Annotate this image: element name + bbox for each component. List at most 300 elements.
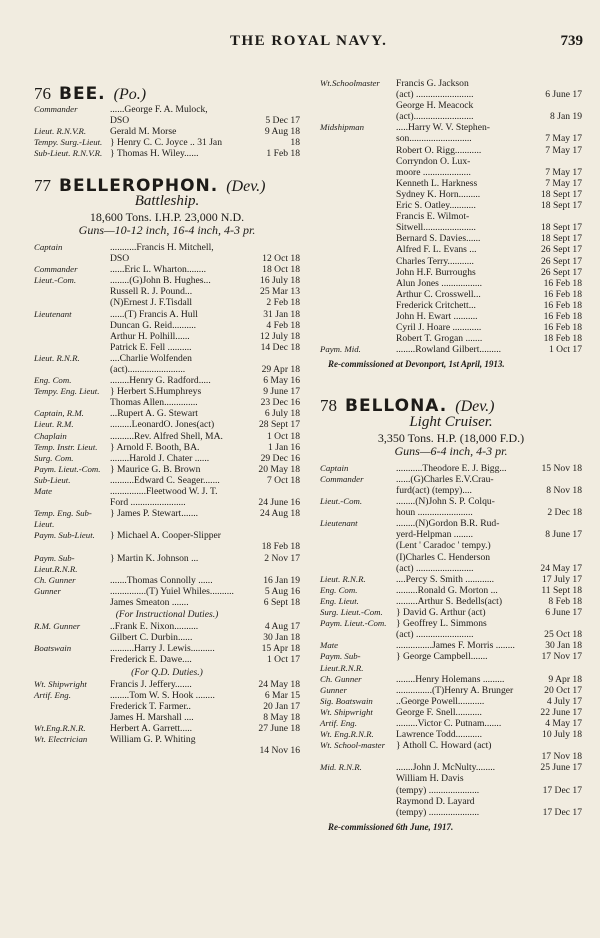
- officer-name: Gerald M. Morse: [110, 126, 177, 138]
- officer-name: Robert O. Rigg...........: [396, 144, 482, 156]
- officer-entry: [320, 133, 582, 144]
- officer-entry: [34, 701, 300, 712]
- officer-rank: Wt. School-master: [320, 740, 385, 751]
- officer-rank: Wt.Eng.R.N.R.: [34, 722, 86, 733]
- ship-number: 77: [34, 175, 51, 195]
- officer-list-bellerophon: [34, 242, 300, 608]
- officer-entry: [320, 256, 582, 267]
- seniority-date: 30 Jan 18: [545, 640, 582, 652]
- officer-entry: [34, 419, 300, 430]
- officer-name: Frederick E. Dawe....: [110, 654, 192, 666]
- officer-entry: [320, 685, 582, 696]
- officer-entry: [320, 729, 582, 740]
- ship-stats: 18,600 Tons. I.H.P. 23,000 N.D.: [89, 209, 245, 224]
- seniority-date: 16 Feb 18: [543, 299, 582, 311]
- seniority-date: 15 Apr 18: [261, 643, 300, 655]
- officer-name: .....Harry W. V. Stephen-: [396, 122, 490, 134]
- ship-stats: 3,350 Tons. H.P. (18,000 F.D.): [377, 430, 525, 445]
- seniority-date: 7 May 17: [545, 177, 582, 189]
- officer-name: Lawrence Todd...........: [396, 729, 483, 741]
- officer-entry: [34, 575, 300, 586]
- officer-entry: [320, 552, 582, 563]
- officer-entry: [320, 300, 582, 311]
- officer-name: Francis G. Jackson: [396, 78, 469, 89]
- officer-entry: [34, 297, 300, 308]
- officer-entry: [320, 311, 582, 322]
- officer-entry: [320, 100, 582, 111]
- officer-rank: Wt. Shipwright: [34, 678, 87, 689]
- seniority-date: 17 Nov 18: [541, 751, 582, 763]
- seniority-date: 18 Sept 17: [540, 200, 582, 212]
- officer-rank: Gunner: [320, 684, 347, 695]
- officer-entry: [34, 453, 300, 464]
- officer-name: ...Rupert A. G. Stewart: [110, 408, 198, 420]
- officer-entry: [34, 723, 300, 734]
- officer-name: ........Tom W. S. Hook ........: [110, 689, 215, 701]
- officer-entry: [34, 690, 300, 701]
- seniority-date: 18 Feb 18: [261, 541, 300, 553]
- seniority-date: 22 June 17: [540, 706, 582, 718]
- officer-entry: [34, 475, 300, 486]
- seniority-date: 2 Feb 18: [266, 297, 300, 309]
- officer-entry: [34, 286, 300, 297]
- officer-entry: [34, 679, 300, 690]
- officer-name: Bernard S. Davies......: [396, 233, 481, 245]
- seniority-date: 9 June 17: [263, 386, 300, 398]
- seniority-date: 6 June 17: [545, 607, 582, 619]
- officer-entry: [320, 640, 582, 651]
- right-column: [320, 78, 582, 833]
- officer-name: Arthur C. Crosswell...: [396, 288, 481, 300]
- officer-entry: [34, 331, 300, 342]
- officer-entry: [34, 242, 300, 253]
- officer-entry: [320, 696, 582, 707]
- officer-name: DSO: [110, 253, 130, 265]
- officer-rank: Lieut. R.N.R.: [320, 573, 366, 584]
- officer-entry: [320, 507, 582, 518]
- officer-entry: [34, 253, 300, 264]
- officer-entry: [34, 148, 300, 159]
- officer-name: (act) ........................: [396, 562, 474, 574]
- section-note: (For Q.D. Duties.): [131, 666, 203, 678]
- officer-entry: [320, 344, 582, 355]
- officer-rank: Captain, R.M.: [34, 408, 84, 419]
- officer-name: } Thomas H. Wiley......: [110, 148, 199, 160]
- ship-guns: Guns—6-4 inch, 4-3 pr.: [394, 443, 508, 458]
- seniority-date: 6 July 18: [264, 408, 300, 420]
- seniority-date: 1 Jan 16: [268, 441, 300, 453]
- seniority-date: 2 Dec 18: [547, 507, 582, 519]
- officer-name: ..........Rev. Alfred Shell, MA.: [110, 430, 223, 442]
- seniority-date: 25 Oct 18: [544, 629, 582, 641]
- officer-name: William H. Davis: [396, 773, 464, 785]
- officer-entry: [320, 167, 582, 178]
- seniority-date: 6 May 16: [263, 375, 300, 387]
- officer-list-bellerophon-2: [34, 621, 300, 665]
- officer-entry: [34, 632, 300, 643]
- officer-name: (N)Ernest J. F.Tisdall: [110, 297, 193, 309]
- officer-rank: Artif. Eng.: [320, 717, 357, 728]
- officer-name: } James P. Stewart.......: [110, 508, 199, 520]
- officer-entry: [320, 463, 582, 474]
- officer-entry: [320, 618, 582, 629]
- officer-entry: [320, 563, 582, 574]
- officer-rank: Wt. Electrician: [34, 734, 88, 745]
- officer-name: James H. Marshall ....: [110, 711, 194, 723]
- officer-name: ..Frank E. Nixon..........: [110, 621, 199, 633]
- officer-entry: [34, 126, 300, 137]
- seniority-date: 27 June 18: [258, 722, 300, 734]
- officer-name: Charles Terry...........: [396, 255, 474, 267]
- officer-name: Frederick Critchett...: [396, 299, 476, 311]
- seniority-date: 24 Aug 18: [260, 508, 300, 520]
- officer-entry: [320, 200, 582, 211]
- officer-list-bellerophon-3: [34, 679, 300, 757]
- seniority-date: 5 Dec 17: [265, 115, 300, 127]
- officer-name: George F. Snell...........: [396, 706, 482, 718]
- officer-name: Corryndon O. Lux-: [396, 155, 471, 167]
- officer-rank: Boatswain: [34, 643, 72, 654]
- officer-name: } Geoffrey L. Simmons: [396, 618, 487, 630]
- seniority-date: 17 Dec 17: [542, 806, 582, 818]
- officer-rank: Commander: [320, 473, 364, 484]
- officer-entry: [34, 442, 300, 453]
- officer-entry: [320, 762, 582, 773]
- officer-name: Arthur H. Polhill......: [110, 330, 190, 342]
- officer-entry: [320, 485, 582, 496]
- seniority-date: 10 July 18: [542, 729, 582, 741]
- officer-rank: Wt. Eng.R.N.R.: [320, 729, 374, 740]
- seniority-date: 23 Dec 16: [260, 397, 300, 409]
- officer-name: (I)Charles C. Henderson: [396, 551, 491, 563]
- officer-name: William G. P. Whiting: [110, 734, 196, 746]
- officer-entry: [34, 497, 300, 508]
- officer-rank: Lieutenant: [320, 518, 358, 529]
- seniority-date: 24 May 18: [258, 678, 300, 690]
- seniority-date: 8 Jan 19: [550, 111, 582, 123]
- officer-entry: [320, 796, 582, 807]
- section-note: (For Instructional Duties.): [115, 609, 219, 621]
- officer-rank: Commander: [34, 104, 78, 115]
- officer-entry: [320, 773, 582, 784]
- seniority-date: 8 May 18: [263, 711, 300, 723]
- seniority-date: 4 May 17: [545, 717, 582, 729]
- officer-name: (act).........................: [396, 111, 474, 123]
- officer-entry: [34, 353, 300, 364]
- officer-entry: [34, 486, 300, 497]
- officer-entry: [34, 431, 300, 442]
- officer-rank: Lieut. R.N.R.: [34, 352, 80, 363]
- ship-name: BELLONA.: [345, 396, 448, 417]
- officer-rank: Ch. Gunner: [320, 673, 362, 684]
- officer-rank: Eng. Lieut.: [320, 595, 359, 606]
- officer-name: Gilbert C. Durbin......: [110, 632, 193, 644]
- officer-entry: [34, 643, 300, 654]
- officer-entry: [320, 574, 582, 585]
- officer-name: ..........Edward C. Seager.......: [110, 474, 220, 486]
- officer-rank: Sub-Lieut.: [34, 474, 71, 485]
- seniority-date: 17 Nov 17: [541, 651, 582, 663]
- page-header: [0, 34, 600, 58]
- seniority-date: 8 Feb 18: [548, 595, 582, 607]
- officer-name: .........Arthur S. Bedells(act): [396, 595, 503, 607]
- seniority-date: 29 Dec 16: [260, 452, 300, 464]
- officer-entry: [320, 651, 582, 673]
- officer-entry: [320, 211, 582, 222]
- officer-entry: [34, 397, 300, 408]
- officer-entry: [34, 464, 300, 475]
- officer-rank: Eng. Com.: [34, 375, 72, 386]
- seniority-date: 7 May 17: [545, 166, 582, 178]
- officer-name: Sydney K. Horn.........: [396, 188, 481, 200]
- officer-name: ...........Francis H. Mitchell,: [110, 241, 214, 253]
- officer-rank: Paym. Lieut.-Com.: [320, 618, 387, 629]
- officer-rank: Captain: [320, 462, 349, 473]
- officer-rank: Lieut.-Com.: [320, 496, 363, 507]
- officer-name: } Arnold F. Booth, BA.: [110, 441, 200, 453]
- officer-rank: Commander: [34, 264, 78, 275]
- officer-entry: [34, 530, 300, 541]
- officer-name: ......Eric L. Wharton........: [110, 264, 207, 276]
- officer-name: } Herbert S.Humphreys: [110, 386, 202, 398]
- officer-entry: [320, 89, 582, 100]
- ship-heading-bellona: [320, 396, 582, 417]
- officer-name: Eric S. Oatley...........: [396, 200, 476, 212]
- officer-name: .......John J. McNulty........: [396, 762, 496, 774]
- officer-entry: [34, 115, 300, 126]
- officer-name: ...........Theodore E. J. Bigg...: [396, 462, 507, 474]
- seniority-date: 26 Sept 17: [540, 266, 582, 278]
- officer-entry: [320, 278, 582, 289]
- officer-name: moore ....................: [396, 166, 471, 178]
- seniority-date: 12 July 18: [260, 330, 300, 342]
- ship-port: (Po.): [113, 86, 147, 103]
- seniority-date: 26 Sept 17: [540, 255, 582, 267]
- seniority-date: 5 Aug 16: [264, 585, 300, 597]
- seniority-date: 28 Sept 17: [258, 419, 300, 431]
- officer-entry: [34, 375, 300, 386]
- officer-entry: [320, 596, 582, 607]
- officer-rank: Ch. Gunner: [34, 574, 76, 585]
- officer-name: (tempy) .....................: [396, 806, 480, 818]
- officer-rank: Tempy. Eng. Lieut.: [34, 386, 100, 397]
- ship-number: 76: [34, 84, 51, 103]
- officer-rank: Surg. Lieut.-Com.: [320, 607, 383, 618]
- officer-name: } Martin K. Johnson ...: [110, 552, 199, 564]
- seniority-date: 12 Oct 18: [262, 253, 300, 265]
- officer-name: ....Charlie Wolfenden: [110, 352, 192, 364]
- officer-list-bellona: [320, 463, 582, 818]
- seniority-date: 7 Oct 18: [266, 474, 300, 486]
- seniority-date: 20 Jan 17: [263, 700, 300, 712]
- officer-entry: [320, 233, 582, 244]
- seniority-date: 17 Dec 17: [542, 784, 582, 796]
- seniority-date: 9 Aug 18: [264, 126, 300, 138]
- recommission-note: Re-commissioned at Devonport, 1st April, 1913.: [328, 359, 505, 370]
- officer-name: DSO: [110, 115, 130, 127]
- officer-rank: Gunner: [34, 585, 61, 596]
- officer-name: .........Victor C. Putnam.......: [396, 717, 502, 729]
- officer-entry: [320, 244, 582, 255]
- officer-list-continued: [320, 78, 582, 355]
- officer-entry: [320, 267, 582, 278]
- officer-entry: [320, 156, 582, 167]
- officer-name: Thomas Allen..............: [110, 397, 198, 409]
- seniority-date: 14 Nov 16: [259, 745, 300, 757]
- seniority-date: 20 Oct 17: [544, 684, 582, 696]
- officer-name: Frederick T. Farmer..: [110, 700, 191, 712]
- officer-rank: Captain: [34, 241, 63, 252]
- officer-name: George H. Meacock: [396, 100, 474, 112]
- officer-entry: [320, 189, 582, 200]
- officer-rank: Artif. Eng.: [34, 689, 71, 700]
- ship-guns: Guns—10-12 inch, 16-4 inch, 4-3 pr.: [78, 222, 256, 237]
- officer-name: } Atholl C. Howard (act): [396, 740, 492, 752]
- officer-rank: Temp. Instr. Lieut.: [34, 441, 98, 452]
- officer-entry: [320, 607, 582, 618]
- officer-entry: [34, 264, 300, 275]
- seniority-date: 1 Oct 18: [266, 430, 300, 442]
- officer-name: Kenneth L. Harkness: [396, 177, 478, 189]
- officer-name: ........Harold J. Chater ......: [110, 452, 210, 464]
- ship-type: Battleship.: [134, 192, 200, 209]
- seniority-date: 1 Feb 18: [266, 148, 300, 160]
- officer-name: Francis E. Wilmot-: [396, 211, 470, 223]
- ship-name: BEE.: [59, 84, 106, 104]
- officer-name: ......(T) Francis A. Hull: [110, 308, 198, 320]
- officer-rank: Paym. Sub-Lieut.: [34, 530, 95, 541]
- officer-name: furd(act) (tempy)....: [396, 485, 472, 496]
- seniority-date: 7 May 17: [545, 144, 582, 156]
- seniority-date: 18 Oct 18: [262, 264, 300, 276]
- seniority-date: 4 Feb 18: [266, 319, 300, 331]
- officer-entry: [34, 386, 300, 397]
- officer-rank: Paym. Mid.: [320, 344, 361, 355]
- seniority-date: 11 Sept 18: [541, 584, 582, 596]
- left-column: [34, 78, 300, 756]
- officer-name: Robert T. Grogan .......: [396, 333, 483, 345]
- officer-entry: [320, 718, 582, 729]
- ship-number: 78: [320, 396, 337, 416]
- ship-port: (Dev.): [226, 177, 266, 195]
- officer-rank: Lieut. R.N.V.R.: [34, 126, 87, 137]
- officer-entry: [320, 707, 582, 718]
- seniority-date: 16 July 18: [260, 275, 300, 287]
- officer-name: son..........................: [396, 133, 472, 145]
- officer-name: Patrick E. Fell ..........: [110, 341, 192, 353]
- officer-name: } Michael A. Cooper-Slipper: [110, 530, 221, 542]
- officer-entry: [34, 320, 300, 331]
- officer-name: James Smeaton .......: [110, 596, 189, 608]
- officer-name: ....Percy S. Smith ............: [396, 573, 495, 585]
- officer-entry: [320, 474, 582, 485]
- officer-name: (Lent ' Caradoc ' tempy.): [396, 540, 491, 552]
- officer-entry: [320, 289, 582, 300]
- officer-entry: [320, 529, 582, 540]
- officer-name: ........Rowland Gilbert.........: [396, 344, 501, 356]
- officer-name: Russell R. J. Pound...: [110, 286, 193, 298]
- officer-name: Ford .......................: [110, 497, 186, 509]
- officer-name: ...............James F. Morris ........: [396, 640, 515, 652]
- officer-entry: [34, 137, 300, 148]
- seniority-date: 18 Feb 18: [543, 333, 582, 345]
- seniority-date: 16 Feb 18: [543, 322, 582, 334]
- seniority-date: 16 Feb 18: [543, 310, 582, 322]
- officer-entry: [34, 309, 300, 320]
- officer-rank: Surg. Com.: [34, 452, 74, 463]
- officer-rank: Paym. Sub-Lieut.R.N.R.: [320, 651, 364, 673]
- ship-heading-bellerophon: [34, 175, 300, 196]
- seniority-date: 4 July 17: [546, 695, 582, 707]
- officer-name: Francis J. Jeffery.......: [110, 678, 192, 690]
- seniority-date: 15 Nov 18: [541, 462, 582, 474]
- seniority-date: 6 June 17: [545, 89, 582, 101]
- officer-name: (act) ........................: [396, 89, 474, 101]
- officer-entry: [320, 674, 582, 685]
- seniority-date: 25 Mar 13: [260, 286, 300, 298]
- officer-entry: [320, 751, 582, 762]
- officer-name: Herbert A. Garrett.....: [110, 722, 193, 734]
- officer-name: ........Henry Holemans .........: [396, 673, 505, 685]
- officer-name: Sitwell......................: [396, 222, 476, 234]
- officer-name: ..........Harry J. Lewis..........: [110, 643, 215, 655]
- officer-name: ......George F. A. Mulock,: [110, 104, 208, 116]
- officer-entry: [320, 322, 582, 333]
- seniority-date: 16 Jan 19: [263, 574, 300, 586]
- officer-name: ...............(T)Henry A. Brunger: [396, 684, 514, 696]
- officer-rank: Wt. Shipwright: [320, 706, 373, 717]
- officer-entry: [320, 145, 582, 156]
- officer-name: Alun Jones .................: [396, 277, 483, 289]
- officer-entry: [320, 333, 582, 344]
- officer-name: (act)........................: [110, 363, 186, 375]
- officer-name: ...............(T) Yuiel Whiles..........: [110, 585, 234, 597]
- officer-name: .........LeonardO. Jones(act): [110, 419, 215, 431]
- officer-name: ........(N)John S. P. Colqu-: [396, 496, 495, 508]
- officer-name: } Henry C. C. Joyce .. 31 Jan: [110, 137, 222, 149]
- officer-entry: [34, 621, 300, 632]
- officer-name: (act) ........................: [396, 629, 474, 641]
- officer-name: .......Thomas Connolly ......: [110, 574, 213, 586]
- officer-entry: [34, 541, 300, 552]
- officer-name: ...............Fleetwood W. J. T.: [110, 486, 218, 497]
- officer-name: .........Ronald G. Morton ...: [396, 584, 498, 596]
- officer-name: ......(G)Charles E.V.Crau-: [396, 473, 494, 485]
- officer-rank: Mate: [320, 640, 339, 651]
- officer-rank: Eng. Com.: [320, 584, 358, 595]
- officer-entry: [34, 275, 300, 286]
- officer-entry: [320, 518, 582, 529]
- officer-entry: [320, 740, 582, 751]
- seniority-date: 6 Mar 15: [264, 689, 300, 701]
- officer-name: Duncan G. Reid..........: [110, 319, 197, 331]
- officer-rank: Temp. Eng. Sub-Lieut.: [34, 508, 92, 530]
- officer-name: John H. Ewart ..........: [396, 310, 478, 322]
- officer-name: } George Campbell.......: [396, 651, 488, 663]
- officer-name: houn .......................: [396, 507, 473, 519]
- seniority-date: 18 Sept 17: [540, 233, 582, 245]
- officer-name: ........Henry G. Radford.....: [110, 375, 211, 387]
- officer-entry: [320, 78, 582, 89]
- officer-rank: Lieut.-Com.: [34, 275, 77, 286]
- recommission-note: Re-commissioned 6th June, 1917.: [328, 821, 454, 832]
- officer-entry: [320, 785, 582, 796]
- officer-entry: [34, 508, 300, 530]
- seniority-date: 1 Oct 17: [548, 344, 582, 356]
- officer-rank: Mid. R.N.R.: [320, 762, 362, 773]
- officer-rank: Lieutenant: [34, 308, 72, 319]
- page-number: 739: [560, 33, 583, 49]
